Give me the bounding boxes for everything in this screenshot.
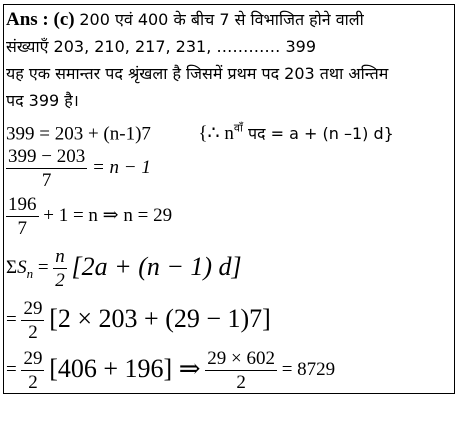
step-1 bbox=[6, 118, 394, 145]
step-6-bracket: [406 + 196] ⇒ bbox=[49, 353, 201, 383]
step-5: = $\frac{29}{2}$ [2 × 203 + (29 − 1)7] bbox=[6, 298, 271, 343]
step-3-rhs: + 1 = n ⇒ n = 29 bbox=[43, 204, 173, 226]
answer-line-1 bbox=[6, 9, 364, 31]
step-4: $\Sigma S_n$ = $\frac{n}{2}$ [2a + (n − 1) d] bbox=[6, 246, 242, 291]
step-1-equation: 399 = 203 + (n-1)7 bbox=[6, 123, 151, 145]
answer-label: Ans : bbox=[6, 9, 49, 30]
question-text-1: 200 एवं 400 के बीच 7 से विभाजित होने वाली bbox=[79, 10, 364, 29]
step-6-fraction: $\frac{29}{2}$ bbox=[23, 348, 43, 393]
question-text-3: यह एक समान्तर पद श्रृंखला है जिसमें प्रथम पद 203 तथा अन्तिम bbox=[6, 64, 389, 83]
step-5-rhs: [2 × 203 + (29 − 1)7] bbox=[49, 303, 271, 333]
step-4-fraction: $\frac{n}{2}$ bbox=[55, 246, 65, 291]
step-5-fraction: $\frac{29}{2}$ bbox=[23, 298, 43, 343]
clipped-next-content bbox=[0, 396, 475, 404]
step-2-rhs: = n − 1 bbox=[91, 156, 151, 178]
step-4-rhs: [2a + (n − 1) d] bbox=[71, 251, 242, 281]
sigma-symbol: Σ bbox=[6, 256, 18, 278]
step-3 bbox=[6, 194, 172, 239]
step-6: = $\frac{29}{2}$ [406 + 196] ⇒ $\frac{29 \times 602}{2}$ = 8729 bbox=[6, 348, 336, 393]
step-2-fraction: $\frac{399 - 203}{7}$ bbox=[8, 146, 86, 191]
question-text-2: संख्याएँ 203, 210, 217, 231, ………… 399 bbox=[6, 37, 317, 56]
question-text-4: पद 399 है। bbox=[6, 91, 79, 110]
step-3-fraction: $\frac{196}{7}$ bbox=[8, 194, 37, 239]
step-6-result: = 8729 bbox=[281, 358, 336, 380]
answer-option: (c) bbox=[53, 9, 75, 30]
step-6-fraction-2: $\frac{29 \times 602}{2}$ bbox=[207, 348, 275, 393]
step-2 bbox=[6, 146, 151, 191]
step-1-note: {∴ $n^{वाँ}$ पद = a + (n –1) d} bbox=[198, 122, 394, 145]
